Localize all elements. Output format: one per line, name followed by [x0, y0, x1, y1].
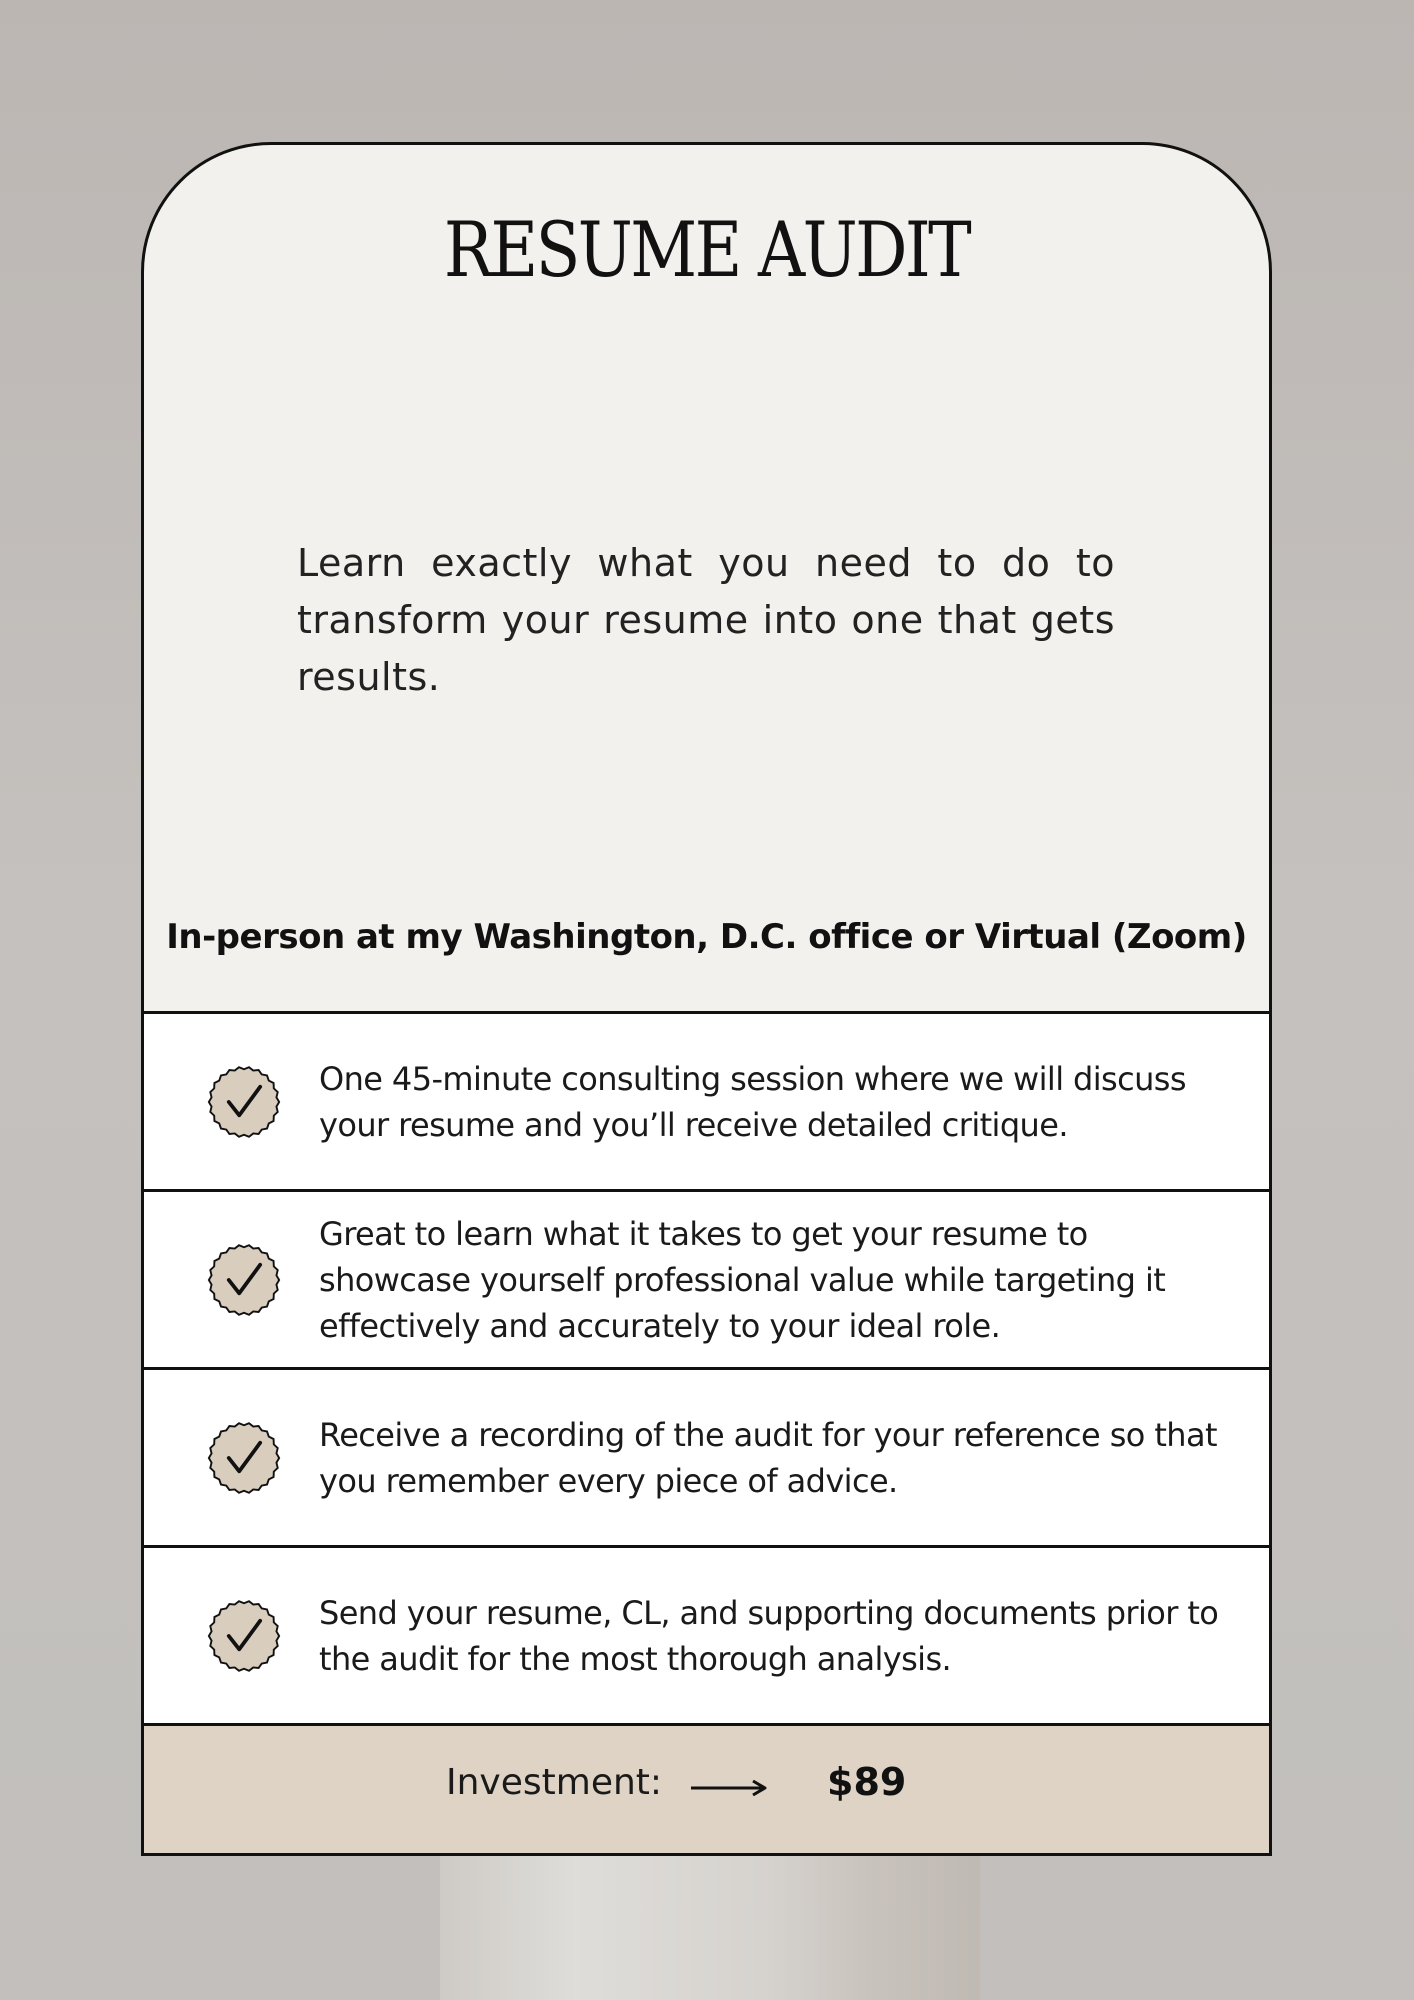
feature-text: Send your resume, CL, and supporting documents prior to the audit for the most thorough analysis.	[319, 1593, 1219, 1678]
check-badge-icon	[206, 1420, 282, 1496]
investment-band	[144, 1726, 1269, 1853]
investment-price: $89	[827, 1760, 907, 1804]
page-title: RESUME AUDIT	[443, 205, 970, 294]
check-badge-icon	[206, 1598, 282, 1674]
feature-text: One 45-minute consulting session where we will discuss your resume and you’ll receive detailed critique.	[319, 1059, 1186, 1144]
feature-text: Receive a recording of the audit for your reference so that you remember every piece of advice.	[319, 1415, 1217, 1500]
feature-item	[144, 1548, 1269, 1726]
feature-text: Great to learn what it takes to get your resume to showcase yourself professional value while targeting it effectively and accurately to your ideal role.	[319, 1214, 1166, 1345]
feature-list	[144, 1011, 1269, 1726]
feature-item	[144, 1370, 1269, 1548]
intro-text: Learn exactly what you need to do to transform your resume into one that gets results.	[297, 541, 1115, 699]
feature-item	[144, 1192, 1269, 1370]
arrow-right-icon	[689, 1776, 769, 1800]
check-badge-icon	[206, 1064, 282, 1140]
resume-audit-card	[141, 142, 1272, 1856]
feature-item	[144, 1014, 1269, 1192]
background-photo	[440, 1856, 980, 2000]
investment-label: Investment:	[446, 1762, 663, 1803]
check-badge-icon	[206, 1242, 282, 1318]
location-text: In-person at my Washington, D.C. office or Virtual (Zoom)	[166, 917, 1247, 957]
